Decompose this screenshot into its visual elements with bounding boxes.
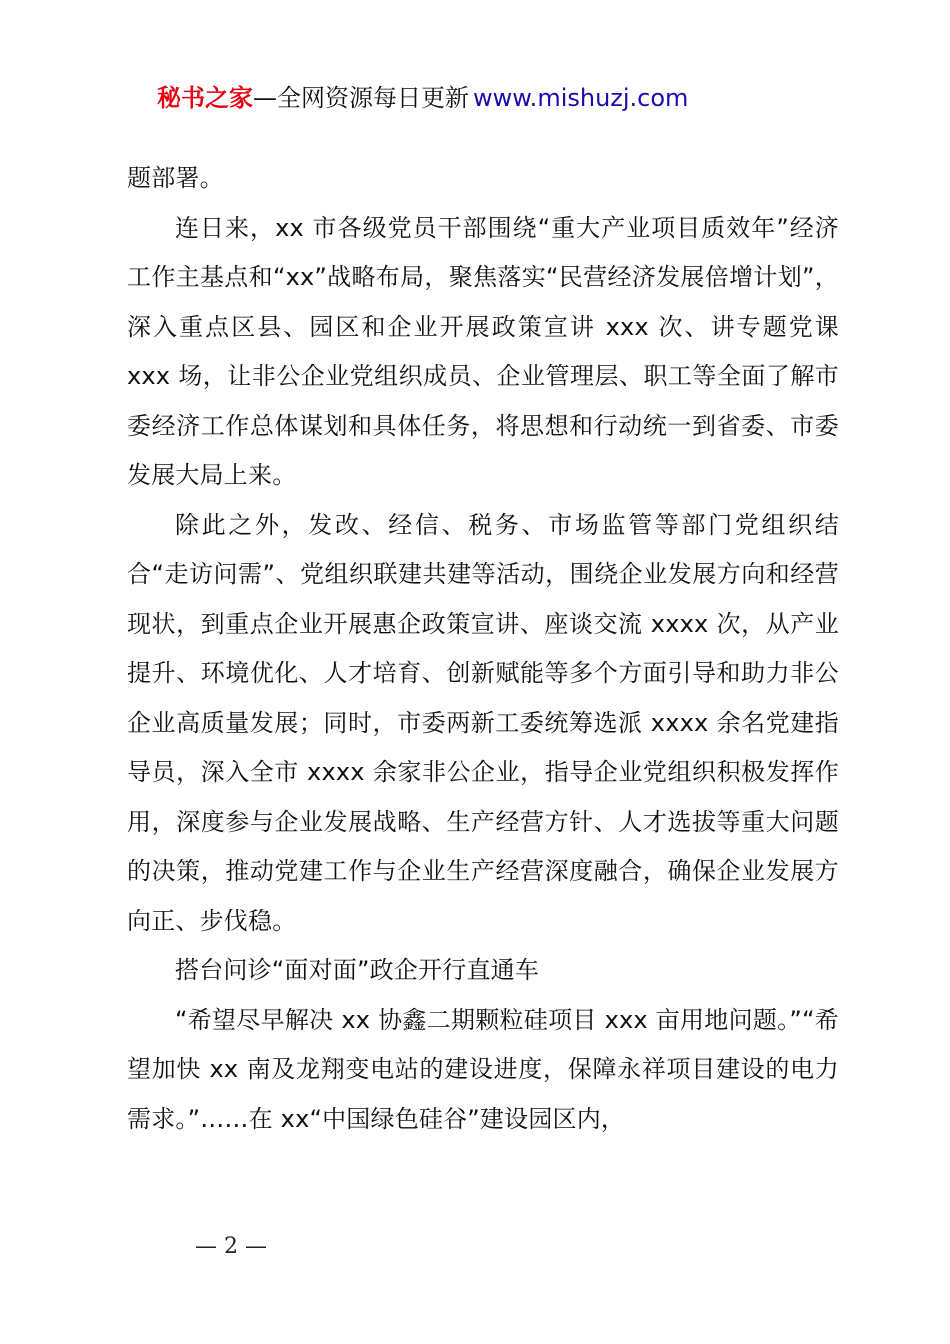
header-tagline: —全网资源每日更新 bbox=[253, 84, 469, 112]
document-body bbox=[127, 154, 839, 1144]
paragraph: “希望尽早解决 xx 协鑫二期颗粒硅项目 xxx 亩用地问题。”“希望加快 xx 南及龙翔变电站的建设进度，保障永祥项目建设的电力需求。”……在 xx“中国绿色硅谷”建设园区内， bbox=[127, 1005, 839, 1133]
site-url-link[interactable]: www.mishuzj.com bbox=[473, 84, 689, 112]
paragraph: 连日来，xx 市各级党员干部围绕“重大产业项目质效年”经济工作主基点和“xx”战略布局，聚焦落实“民营经济发展倍增计划”，深入重点区县、园区和企业开展政策宣讲 xxx 次、讲专题党课 xxx 场，让非公企业党组织成员、企业管理层、职工等全面了解市委经济工作总体谋划和具体任务，将思想和行动统一到省委、市委发展大局上来。 bbox=[127, 213, 839, 489]
paragraph: 除此之外，发改、经信、税务、市场监管等部门党组织结合“走访问需”、党组织联建共建等活动，围绕企业发展方向和经营现状，到重点企业开展惠企政策宣讲、座谈交流 xxxx 次，从产业提升、环境优化、人才培育、创新赋能等多个方面引导和助力非公企业高质量发展；同时，市委两新工委统筹选派 xxxx 余名党建指导员，深入全市 xxxx 余家非公企业，指导企业党组织积极发挥作用，深度参与企业发展战略、生产经营方针、人才选拔等重大问题的决策，推动党建工作与企业生产经营深度融合，确保企业发展方向正、步伐稳。 bbox=[127, 510, 839, 935]
brand-name: 秘书之家 bbox=[157, 84, 253, 112]
page-number: — 2 — bbox=[195, 1234, 267, 1259]
paragraph-continuation: 题部署。 bbox=[127, 164, 224, 192]
site-header bbox=[157, 80, 688, 116]
section-heading: 搭台问诊“面对面”政企开行直通车 bbox=[175, 956, 540, 984]
